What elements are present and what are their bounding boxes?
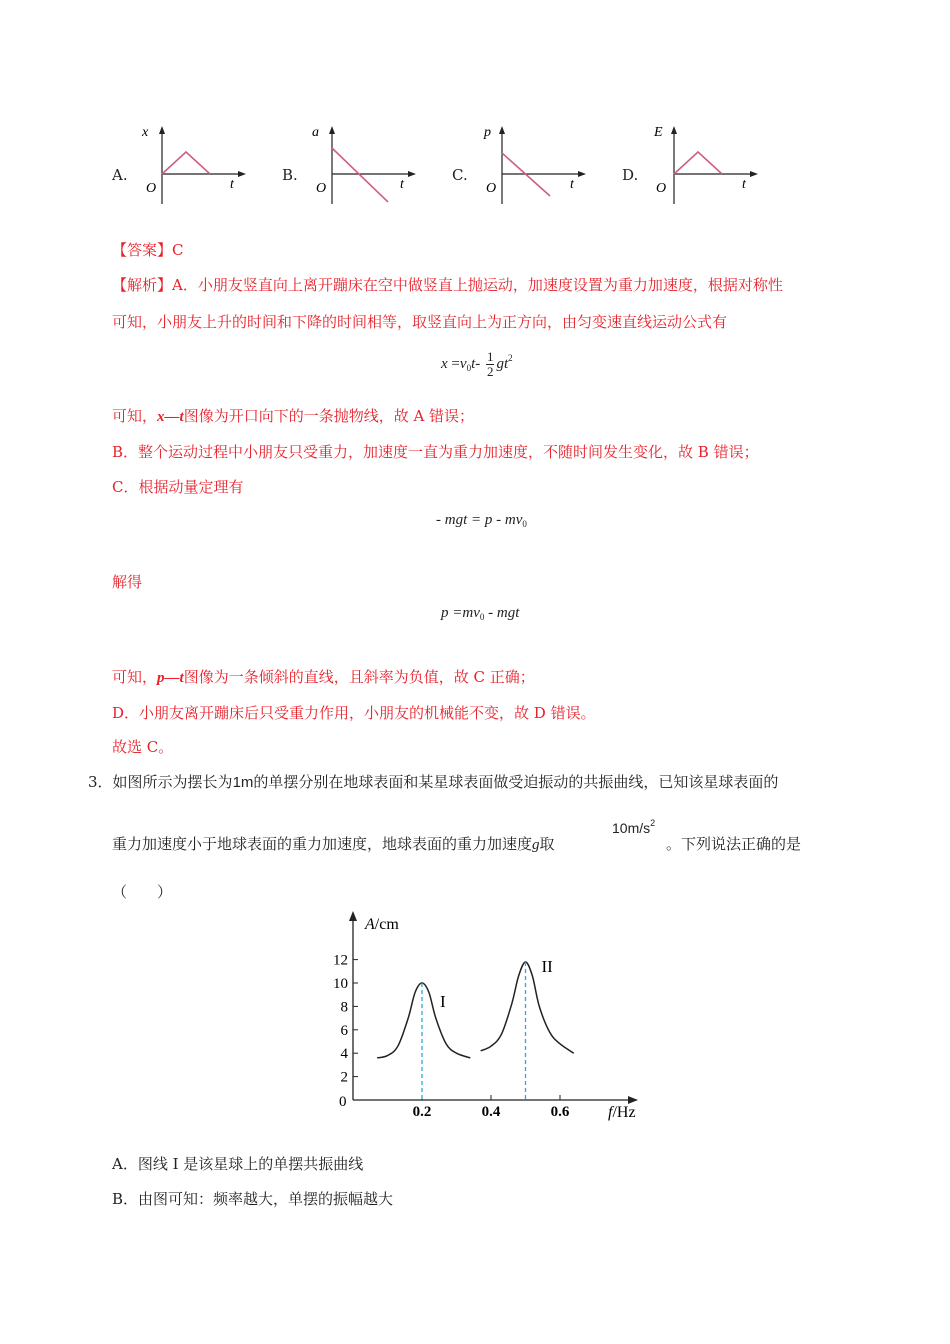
chart-xlabel: f/Hz	[608, 1104, 636, 1121]
question-number: 3．	[88, 773, 113, 791]
analysis-tag: 【解析】	[112, 276, 173, 294]
x-axis-arrow	[628, 1096, 638, 1104]
graph-b-xlabel: t	[400, 177, 404, 192]
graph-c-xlabel: t	[570, 177, 574, 192]
chart-series	[377, 957, 574, 1100]
answer-value: C	[172, 241, 184, 259]
y-tick-label: 6	[340, 1022, 348, 1039]
analysis-text-1: A．小朋友竖直向上离开蹦床在空中做竖直上抛运动，加速度设置为重力加速度，根据对称性	[172, 276, 783, 294]
series-2-label: II	[541, 956, 553, 976]
y-tick-label: 10	[333, 976, 348, 992]
y-tick-label: 12	[333, 952, 348, 969]
graph-d-origin: O	[656, 181, 667, 196]
analysis-line-5: C．根据动量定理有	[112, 478, 244, 496]
graph-b-origin: O	[316, 181, 327, 196]
analysis-line-3: 可知，x—t图像为开口向下的一条抛物线，故 A 错误；	[112, 407, 475, 425]
chart-axes	[349, 911, 638, 1104]
series-2-curve	[481, 962, 574, 1053]
graph-b-curve	[332, 148, 388, 202]
equation-1: $x =v_0t-$ $\frac{1}{2}$ $gt^2$	[441, 349, 513, 379]
x-tick-label: 0.6	[550, 1104, 570, 1120]
graph-a-curve	[162, 152, 210, 174]
graph-c	[470, 120, 590, 210]
graph-d	[642, 120, 762, 210]
graph-d-curve	[674, 152, 722, 174]
x-tick-label: 0.4	[481, 1104, 501, 1120]
equation-2: - mgt = p - $mv_0$	[436, 512, 527, 529]
graph-a-origin: O	[146, 181, 157, 196]
option-d-label: D.	[622, 166, 639, 184]
option-b-label: B.	[282, 166, 298, 184]
chart-origin: 0	[339, 1094, 347, 1110]
graph-a-ylabel: x	[142, 125, 149, 140]
graph-b	[300, 120, 420, 210]
y-tick-label: 2	[340, 1069, 348, 1086]
x-tick-label: 0.2	[412, 1104, 432, 1120]
analysis-line-2: 可知，小朋友上升的时间和下降的时间相等，取竖直向上为正方向，由匀变速直线运动公式有	[112, 313, 728, 331]
g-value: $10m/s^2$	[612, 818, 656, 836]
analysis-line-6: 解得	[112, 573, 143, 591]
chart-ylabel: A/cm	[365, 916, 399, 933]
graph-a-xlabel: t	[230, 177, 234, 192]
graph-c-ylabel: p	[484, 125, 491, 140]
answer-paren: （ ）	[112, 883, 173, 901]
graph-a	[130, 120, 250, 210]
resonance-chart	[310, 905, 670, 1130]
answer-tag: 【答案】	[112, 241, 173, 259]
analysis-line-1	[112, 275, 783, 295]
analysis-line-4: B．整个运动过程中小朋友只受重力，加速度一直为重力加速度，不随时间发生变化，故 B 错误；	[112, 443, 759, 461]
series-1-curve	[377, 983, 470, 1058]
answer-line	[112, 240, 184, 260]
question-3-line-2-end: 。下列说法正确的是	[666, 835, 802, 853]
graph-c-origin: O	[486, 181, 497, 196]
question-3-line-2: 重力加速度小于地球表面的重力加速度，地球表面的重力加速度g取	[112, 835, 555, 853]
option-b-text: B．由图可知：频率越大，单摆的振幅越大	[112, 1190, 394, 1208]
series-1-label: I	[440, 992, 446, 1011]
graph-b-ylabel: a	[312, 125, 319, 140]
y-tick-label: 8	[340, 999, 348, 1016]
analysis-line-9: 故选 C。	[112, 738, 174, 756]
chart-ticks	[333, 953, 570, 1120]
option-c-label: C.	[452, 166, 468, 184]
analysis-line-8: D．小朋友离开蹦床后只受重力作用，小朋友的机械能不变，故 D 错误。	[112, 704, 596, 722]
option-a-label: A.	[112, 166, 128, 184]
analysis-line-7: 可知，p—t图像为一条倾斜的直线，且斜率为负值，故 C 正确；	[112, 668, 535, 686]
equation-3: $p =mv_0$ - mgt	[441, 605, 520, 622]
question-3-line-1: 3．如图所示为摆长为1m的单摆分别在地球表面和某星球表面做受迫振动的共振曲线，已知该星球表面的	[88, 773, 779, 791]
option-a-text: A．图线 I 是该星球上的单摆共振曲线	[112, 1155, 364, 1173]
graph-d-ylabel: E	[654, 125, 663, 140]
y-axis-arrow	[349, 911, 357, 921]
graph-d-xlabel: t	[742, 177, 746, 192]
y-tick-label: 4	[340, 1046, 348, 1063]
